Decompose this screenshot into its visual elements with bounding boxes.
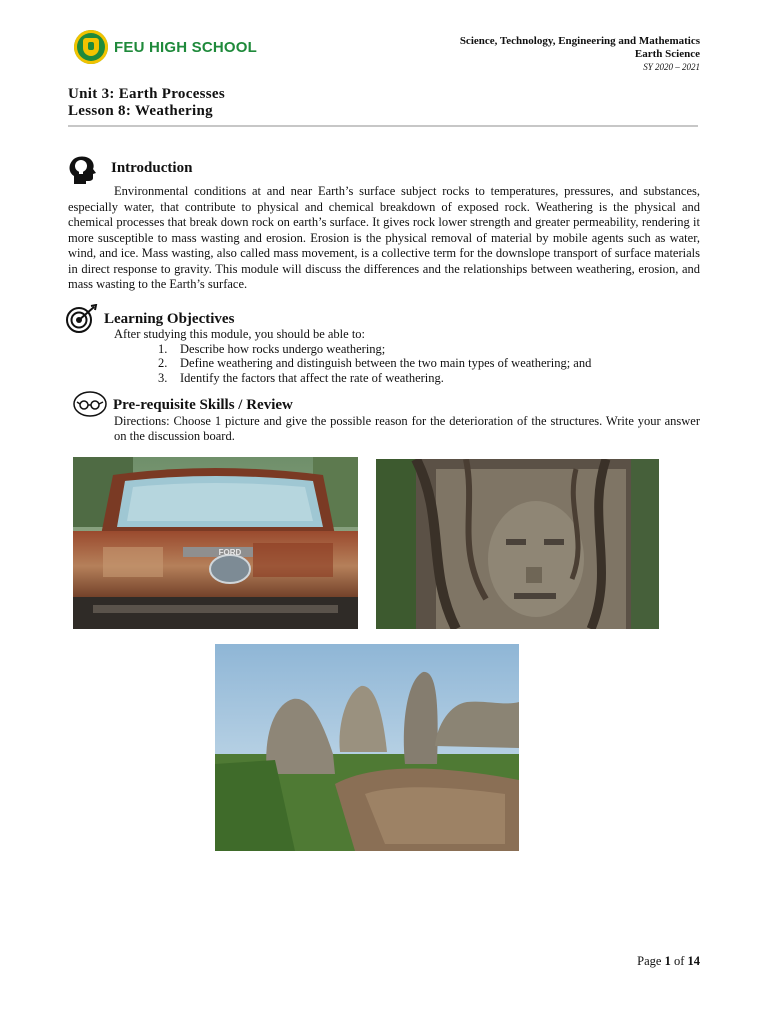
head-lightbulb-icon xyxy=(66,154,100,184)
truck-badge-text: FORD xyxy=(218,548,242,557)
objectives-title: Learning Objectives xyxy=(104,311,235,327)
page-number: Page 1 of 14 xyxy=(637,954,700,968)
list-item: 2. Define weathering and distinguish between the two main types of weathering; and xyxy=(158,356,592,370)
rusty-truck-photo xyxy=(73,457,358,629)
unit-title: Unit 3: Earth Processes xyxy=(68,86,226,102)
subject-name: Earth Science xyxy=(634,48,700,60)
lesson-title: Lesson 8: Weathering xyxy=(68,103,213,119)
school-name: FEU HIGH SCHOOL xyxy=(114,38,258,56)
program-name: Science, Technology, Engineering and Mathematics xyxy=(459,35,700,47)
target-icon xyxy=(64,304,98,334)
objectives-block xyxy=(114,327,591,385)
prereq-title: Pre-requisite Skills / Review xyxy=(113,397,293,413)
list-item: 3. Identify the factors that affect the rate of weathering. xyxy=(158,370,444,385)
stone-forest-photo xyxy=(215,644,519,851)
divider xyxy=(68,125,698,127)
temple-ruins-photo xyxy=(376,459,659,629)
introduction-body: Environmental conditions at and near Earth’s surface subject rocks to temperatures, pressures, and substances, especially water, that contribute to physical and chemical breakdown of exposed rock. Weathering is the physical and chemical processes that break down rock on earth’s surface. It gives rock lower strength and greater permeability, rendering it more susceptible to mass wasting and erosion. Erosion is the physical removal of material by mobile agents such as water, wind, and ice. Mass wasting, also called mass movement, is a collective term for the downslope transport of surface materials in direct response to gravity. This module will discuss the differences and the relationships between weathering, erosion, and mass wasting to the Earth’s surface. xyxy=(68,184,700,291)
objectives-list xyxy=(114,342,591,386)
introduction-title: Introduction xyxy=(111,160,193,176)
page-title xyxy=(68,86,225,120)
introduction-text xyxy=(68,184,700,293)
list-item: 1. Describe how rocks undergo weathering; xyxy=(158,341,386,356)
objectives-intro: After studying this module, you should be able to: xyxy=(114,327,366,341)
prereq-directions: Directions: Choose 1 picture and give the possible reason for the deterioration of the structures. Write your answer on the discussion board. xyxy=(114,414,700,443)
school-logo xyxy=(74,30,257,64)
school-year: SY 2020 – 2021 xyxy=(643,62,700,72)
eyeglasses-icon xyxy=(72,390,106,420)
header-info xyxy=(460,35,700,74)
school-seal-icon xyxy=(74,30,108,64)
